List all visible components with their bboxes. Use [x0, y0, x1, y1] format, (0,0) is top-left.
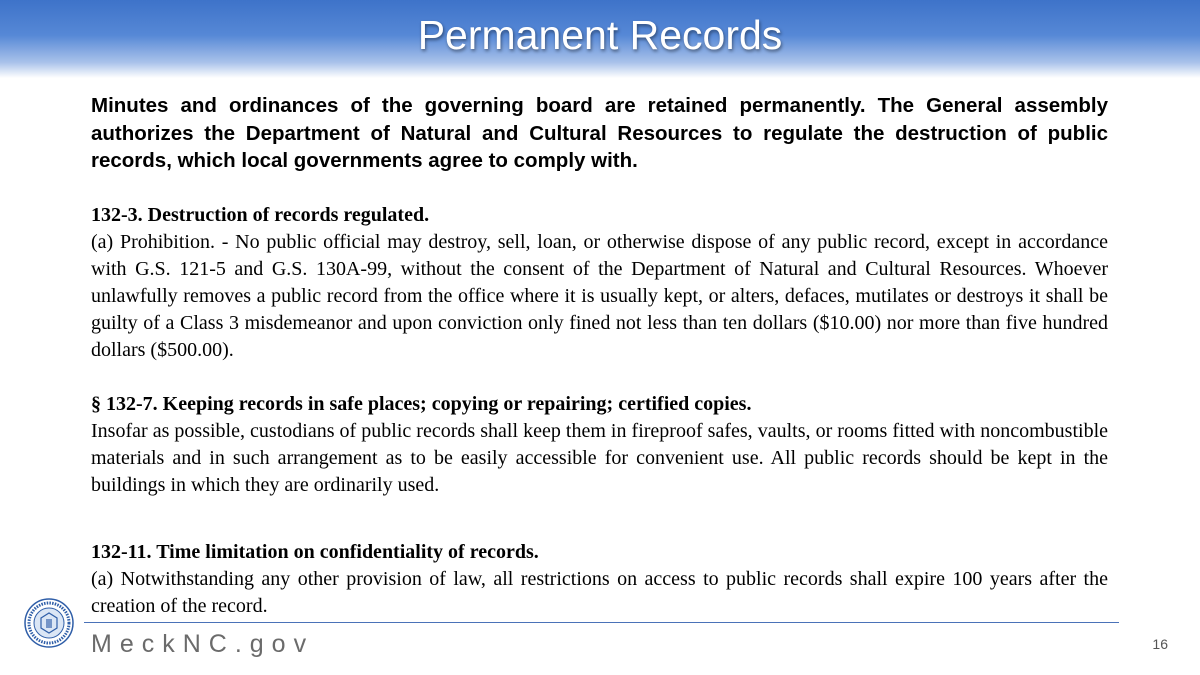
section-132-11: [91, 539, 1108, 620]
slide-content: [91, 92, 1108, 620]
section-heading: 132-3. Destruction of records regulated.: [91, 203, 430, 226]
footer-brand: MeckNC.gov: [91, 630, 315, 658]
section-heading: 132-11. Time limitation on confidentiality of records.: [91, 540, 539, 563]
section-132-3: [91, 202, 1108, 364]
section-body: (a) Notwithstanding any other provision of law, all restrictions on access to public records shall expire 100 years after the creation of the record.: [91, 567, 1108, 617]
section-132-7: [91, 391, 1108, 499]
footer-divider: [84, 622, 1119, 623]
section-body: (a) Prohibition. - No public official may destroy, sell, loan, or otherwise dispose of any public record, except in accordance with G.S. 121-5 and G.S. 130A-99, without the consent of the Department of Natural and Cultural Resources. Whoever unlawfully removes a public record from the office where it is usually kept, or alters, defaces, mutilates or destroys it shall be guilty of a Class 3 misdemeanor and upon conviction only fined not less than ten dollars ($10.00) nor more than five hundred dollars ($500.00).: [91, 230, 1108, 361]
section-body: Insofar as possible, custodians of public records shall keep them in fireproof safes, vaults, or rooms fitted with noncombustible materials and in such arrangement as to be easily accessible for convenient use. All public records should be kept in the buildings in which they are ordinarily used.: [91, 419, 1108, 496]
section-heading: § 132-7. Keeping records in safe places; copying or repairing; certified copies.: [91, 392, 752, 415]
county-seal-icon: [24, 598, 74, 648]
page-number: 16: [1152, 636, 1168, 652]
slide-title: Permanent Records: [417, 12, 783, 58]
intro-paragraph: Minutes and ordinances of the governing board are retained permanently. The General assembly authorizes the Department of Natural and Cultural Resources to regulate the destruction of public records, which local governments agree to comply with.: [91, 94, 1108, 172]
